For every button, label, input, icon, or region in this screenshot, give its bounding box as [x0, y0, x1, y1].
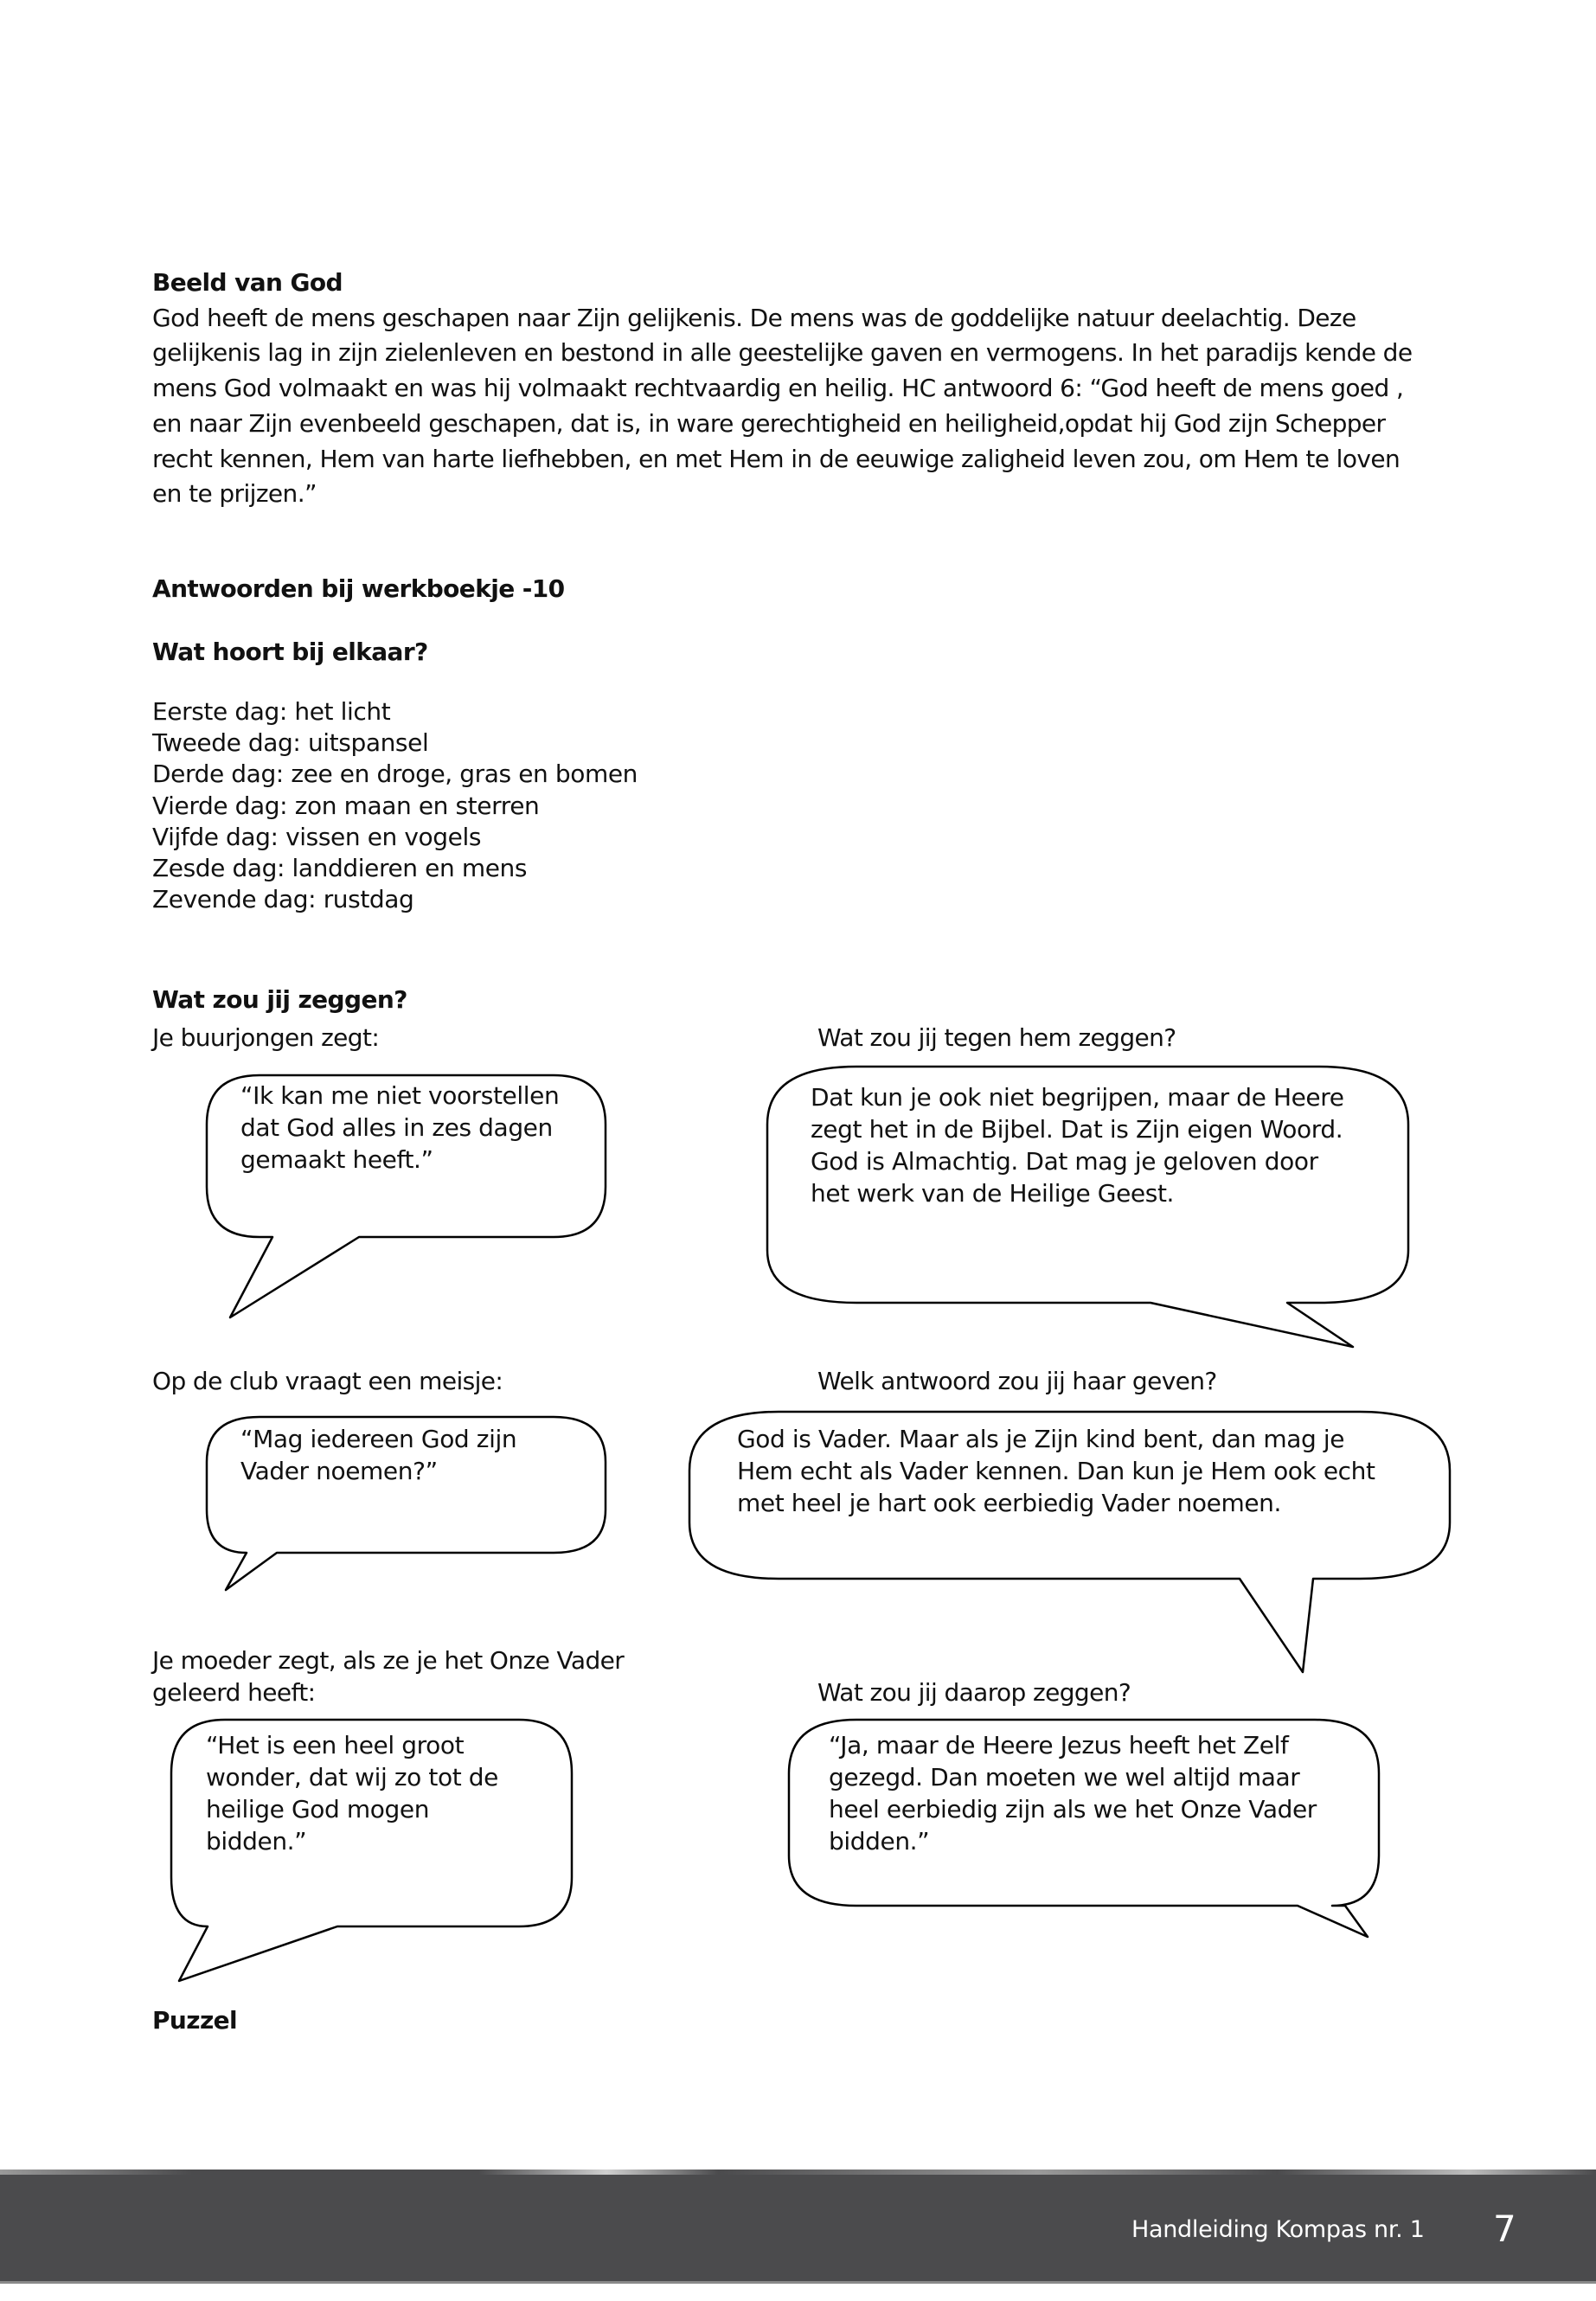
bubble-line: heel eerbiedig zijn als we het Onze Vader	[829, 1795, 1317, 1823]
bubble-line: gezegd. Dan moeten we wel altijd maar	[829, 1763, 1300, 1791]
bubble-line: “Ik kan me niet voorstellen	[240, 1081, 560, 1110]
list-item: Zevende dag: rustdag	[152, 885, 414, 914]
footer-title: Handleiding Kompas nr. 1	[1131, 2216, 1425, 2243]
bubble-line: Dat kun je ook niet begrijpen, maar de Heere	[811, 1083, 1344, 1112]
match-heading: Wat hoort bij elkaar?	[152, 638, 428, 666]
answer-bubble-3-text	[829, 1729, 1317, 1857]
bubble-line: God is Vader. Maar als je Zijn kind bent, dan mag je	[737, 1425, 1345, 1453]
bubble-line: gemaakt heeft.”	[240, 1145, 433, 1174]
bubble-line: bidden.”	[829, 1827, 930, 1856]
prompt-bubble-3-text	[206, 1729, 498, 1857]
bubble-line: bidden.”	[206, 1827, 307, 1856]
bubble-line: “Ja, maar de Heere Jezus heeft het Zelf	[829, 1731, 1289, 1759]
answer-bubble-2-text	[737, 1423, 1375, 1519]
answer-bubble-1-text	[811, 1081, 1344, 1209]
bubble-line: God is Almachtig. Dat mag je geloven door	[811, 1147, 1318, 1176]
list-item: Derde dag: zee en droge, gras en bomen	[152, 760, 638, 789]
bubble-line: heilige God mogen	[206, 1795, 430, 1823]
bubble-line: dat God alles in zes dagen	[240, 1113, 553, 1142]
bubble-line: Hem echt als Vader kennen. Dan kun je Hem ook echt	[737, 1457, 1375, 1485]
bubble-line: Vader noemen?”	[240, 1457, 438, 1485]
prompt-bubble-2-text	[240, 1423, 516, 1487]
bubble-line: “Het is een heel groot	[206, 1731, 465, 1759]
answer-label-1: Wat zou jij tegen hem zeggen?	[817, 1023, 1176, 1052]
bubble-line: “Mag iedereen God zijn	[240, 1425, 517, 1453]
page-number: 7	[1493, 2208, 1516, 2250]
bubble-line: het werk van de Heilige Geest.	[811, 1179, 1175, 1208]
prompt-label-2: Op de club vraagt een meisje:	[152, 1367, 503, 1395]
list-item: Vijfde dag: vissen en vogels	[152, 822, 482, 851]
section-heading: Beeld van God	[152, 268, 343, 297]
list-item: Zesde dag: landdieren en mens	[152, 854, 528, 883]
footer-bottom-line	[0, 2281, 1596, 2284]
section-body: God heeft de mens geschapen naar Zijn gelijkenis. De mens was de goddelijke natuur deelachtig. Deze gelijkenis lag in zijn zielenleven en bestond in alle geestelijke gaven en vermogens. In het paradijs kende de mens God volmaakt en was hij volmaakt rechtvaardig en heilig. HC antwoord 6: “God heeft de mens goed , en naar Zijn evenbeeld geschapen, dat is, in ware gerechtigheid en heiligheid,opdat hij God zijn Schepper recht kennen, Hem van harte liefhebben, en met Hem in de eeuwige zaligheid leven zou, om Hem te loven en te prijzen.”	[152, 303, 1413, 509]
answer-label-2: Welk antwoord zou jij haar geven?	[817, 1367, 1217, 1395]
puzzle-heading: Puzzel	[152, 2006, 238, 2035]
answer-label-3: Wat zou jij daarop zeggen?	[817, 1678, 1131, 1707]
answers-heading: Antwoorden bij werkboekje -10	[152, 574, 565, 603]
bubble-line: zegt het in de Bijbel. Dat is Zijn eigen Woord.	[811, 1115, 1343, 1144]
bubble-line: met heel je hart ook eerbiedig Vader noemen.	[737, 1489, 1282, 1517]
prompt-bubble-1-text	[240, 1080, 559, 1176]
dialogs-heading: Wat zou jij zeggen?	[152, 985, 407, 1014]
list-item: Vierde dag: zon maan en sterren	[152, 791, 540, 820]
bubble-line: wonder, dat wij zo tot de	[206, 1763, 498, 1791]
list-item: Tweede dag: uitspansel	[152, 728, 429, 758]
prompt-label-3-line1: Je moeder zegt, als ze je het Onze Vader	[152, 1646, 625, 1675]
prompt-label-1: Je buurjongen zegt:	[152, 1023, 380, 1052]
prompt-label-3-line2: geleerd heeft:	[152, 1678, 316, 1707]
list-item: Eerste dag: het licht	[152, 697, 391, 726]
